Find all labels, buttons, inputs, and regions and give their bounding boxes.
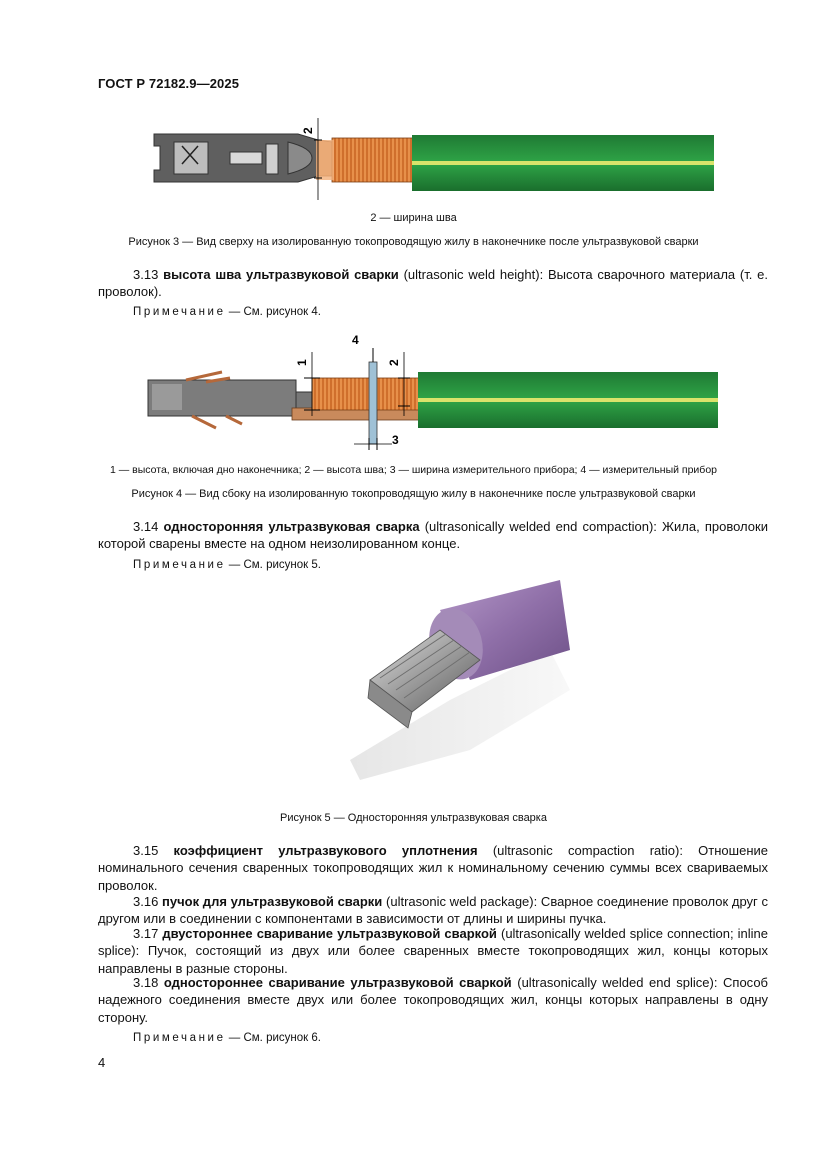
note-3-13: Примечание — См. рисунок 4.: [133, 306, 321, 318]
figure-3-legend: 2 — ширина шва: [370, 212, 457, 224]
term-3-13: 3.13 высота шва ультразвуковой сварки (ultrasonic weld height): Высота сварочного материала (т. е. проволок).: [98, 267, 768, 300]
figure-4-caption: Рисунок 4 — Вид сбоку на изолированную токопроводящую жилу в наконечнике после ультразвуковой сварки: [131, 488, 696, 500]
figure-5-photo: [330, 580, 570, 780]
document-header: ГОСТ Р 72182.9—2025: [98, 76, 240, 91]
term-3-17: 3.17 двустороннее сваривание ультразвуковой сваркой (ultrasonically welded splice connection; inline splice): Пучок, состоящий из двух или более сваренных вместе токопроводящих жил, концы которых направлены в разные стороны.: [98, 926, 768, 976]
note-3-18: Примечание — См. рисунок 6.: [133, 1032, 321, 1044]
term-3-15: 3.15 коэффициент ультразвукового уплотнения (ultrasonic compaction ratio): Отношение номинального сечения сваренных токопроводящих жил к номинальному сечению суммы всех свариваемых проволок.: [98, 843, 768, 893]
figure-3-callout-2: 2: [301, 127, 315, 134]
figure-4-legend: 1 — высота, включая дно наконечника; 2 — высота шва; 3 — ширина измерительного прибора; 4 — измерительный прибор: [110, 464, 717, 476]
figure-3-drawing: [150, 118, 720, 200]
figure-5-caption: Рисунок 5 — Односторонняя ультразвуковая сварка: [280, 812, 547, 824]
page-number: 4: [98, 1055, 106, 1070]
figure-3-caption: Рисунок 3 — Вид сверху на изолированную токопроводящую жилу в наконечнике после ультразвуковой сварки: [128, 236, 699, 248]
term-3-16: 3.16 пучок для ультразвуковой сварки (ultrasonic weld package): Сварное соединение проволок друг с другом или в соединении с компонентами в зависимости от длины и ширины пучка.: [98, 894, 769, 927]
figure-4-callout-1: 1: [295, 359, 309, 366]
figure-4-drawing: [146, 332, 722, 460]
term-3-14: 3.14 односторонняя ультразвуковая сварка (ultrasonically welded end compaction): Жила, проволоки которой сварены вместе на одном неизолированном конце.: [98, 519, 768, 552]
figure-4-callout-3: 3: [392, 433, 399, 447]
note-3-14: Примечание — См. рисунок 5.: [133, 559, 321, 571]
term-3-18: 3.18 одностороннее сваривание ультразвуковой сваркой (ultrasonically welded end splice): Способ надежного соединения вместе двух или более токопроводящих жил, концы которых направлены в одну сторону.: [98, 975, 768, 1025]
figure-4-callout-4: 4: [352, 333, 359, 347]
figure-4-callout-2: 2: [387, 359, 401, 366]
